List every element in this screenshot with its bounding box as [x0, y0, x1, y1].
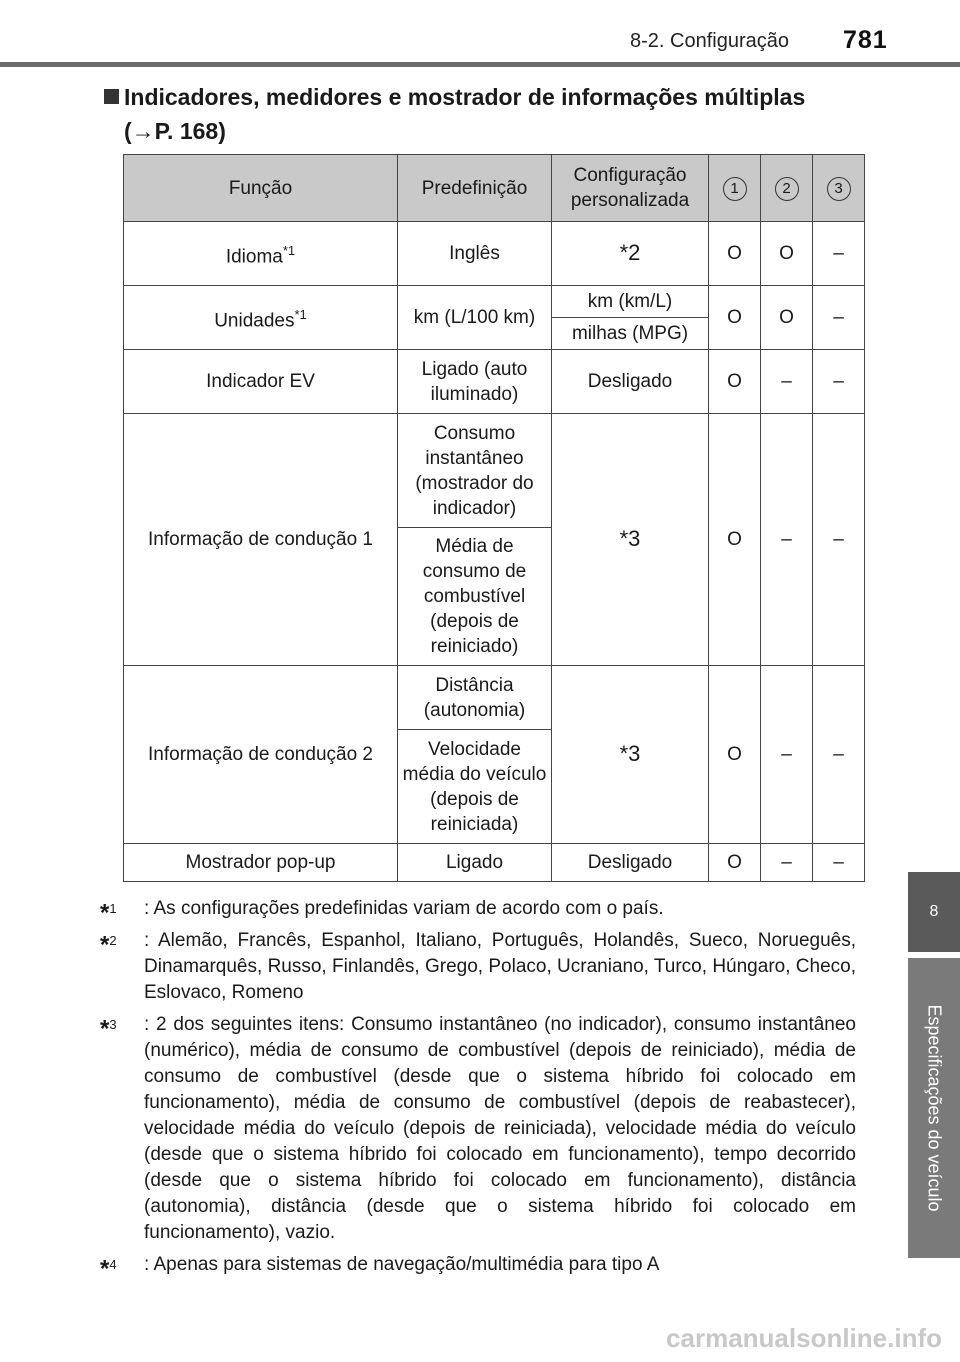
chapter-label-tab: [908, 958, 960, 1258]
col-1: [709, 155, 761, 222]
square-bullet-icon: [104, 89, 119, 104]
table-row: [124, 844, 865, 882]
cell-default: Inglês: [398, 222, 552, 286]
table-row: [124, 414, 865, 528]
cell-function: Indicador EV: [124, 350, 398, 414]
circle-1-icon: 1: [723, 177, 747, 201]
table-header-row: [124, 155, 865, 222]
settings-table: [123, 154, 865, 882]
cell-default: Ligado (auto iluminado): [398, 350, 552, 414]
col-custom: Configuração personalizada: [552, 155, 709, 222]
cell-function: Informação de condução 1: [124, 414, 398, 666]
table-row: [124, 350, 865, 414]
cell-default: Velocidade média do veículo (depois de reiniciada): [398, 730, 552, 844]
cell-custom: Desligado: [552, 350, 709, 414]
header-rule: [0, 62, 960, 67]
cell-custom: km (km/L): [552, 286, 709, 318]
cell-function: Mostrador pop-up: [124, 844, 398, 882]
header-section: 8-2. Configuração: [630, 30, 789, 52]
cell-default: Distância (autonomia): [398, 666, 552, 730]
cell-c3: –: [813, 844, 865, 882]
cell-c3: –: [813, 286, 865, 350]
cell-c2: O: [761, 286, 813, 350]
chapter-tab: 8: [908, 872, 960, 952]
cell-custom: *3: [552, 666, 709, 844]
section-page-ref: (→P. 168): [124, 118, 226, 144]
col-3: [813, 155, 865, 222]
cell-c3: –: [813, 666, 865, 844]
cell-c1: O: [709, 286, 761, 350]
cell-c1: O: [709, 414, 761, 666]
cell-custom: *2: [552, 222, 709, 286]
cell-default: Consumo instantâneo (mostrador do indicador): [398, 414, 552, 528]
table-row: [124, 666, 865, 730]
cell-c1: O: [709, 222, 761, 286]
footnote: *$^2$ : Alemão, Francês, Espanhol, Italiano, Português, Holandês, Sueco, Norueguês, Dinamarquês, Russo, Finlandês, Grego, Polaco, Ucraniano, Turco, Húngaro, Checo, Eslovaco, Romeno: [100, 930, 856, 1003]
cell-custom: Desligado: [552, 844, 709, 882]
circle-2-icon: 2: [775, 177, 799, 201]
col-function: Função: [124, 155, 398, 222]
cell-c3: –: [813, 414, 865, 666]
chapter-label: Especificações do veículo: [924, 1004, 945, 1212]
cell-c2: –: [761, 414, 813, 666]
cell-default: Ligado: [398, 844, 552, 882]
cell-function: Informação de condução 2: [124, 666, 398, 844]
cell-c2: –: [761, 666, 813, 844]
footnote: *$^3$ : 2 dos seguintes itens: Consumo instantâneo (no indicador), consumo instantâneo (numérico), média de consumo de combustível (depois de reiniciado), média de consumo de combustível (desde que o sistema híbrido foi colocado em funcionamento), média de consumo de combustível (depois de reabastecer), velocidade média do veículo (depois de reiniciada), velocidade média do veículo (desde que o sistema híbrido foi colocado em funcionamento), tempo decorrido (desde que o sistema híbrido foi colocado em funcionamento), distância (autonomia), distância (desde que o sistema híbrido foi colocado em funcionamento), vazio.: [100, 1014, 856, 1243]
circle-3-icon: 3: [827, 177, 851, 201]
cell-default: km (L/100 km): [398, 286, 552, 350]
cell-c3: –: [813, 222, 865, 286]
table-row: [124, 222, 865, 286]
cell-c2: –: [761, 350, 813, 414]
cell-custom: milhas (MPG): [552, 318, 709, 350]
col-2: [761, 155, 813, 222]
watermark: carmanualsonline.info: [666, 1323, 942, 1353]
cell-c1: O: [709, 350, 761, 414]
cell-custom: *3: [552, 414, 709, 666]
cell-c2: O: [761, 222, 813, 286]
cell-c3: –: [813, 350, 865, 414]
cell-c1: O: [709, 666, 761, 844]
page-number: 781: [843, 26, 888, 54]
table-row: [124, 286, 865, 318]
cell-c1: O: [709, 844, 761, 882]
cell-function: Unidades$^{*1}$: [124, 286, 398, 350]
section-title: Indicadores, medidores e mostrador de informações múltiplas: [124, 84, 806, 110]
cell-function: Idioma$^{*1}$: [124, 222, 398, 286]
footnote: *$^4$ : Apenas para sistemas de navegação/multimédia para tipo A: [100, 1254, 660, 1283]
footnotes: [100, 896, 856, 1284]
cell-c2: –: [761, 844, 813, 882]
col-default: Predefinição: [398, 155, 552, 222]
footnote: *$^1$ : As configurações predefinidas variam de acordo com o país.: [100, 898, 664, 927]
cell-default: Média de consumo de combustível (depois de reiniciado): [398, 528, 552, 666]
section-heading: [124, 80, 864, 148]
